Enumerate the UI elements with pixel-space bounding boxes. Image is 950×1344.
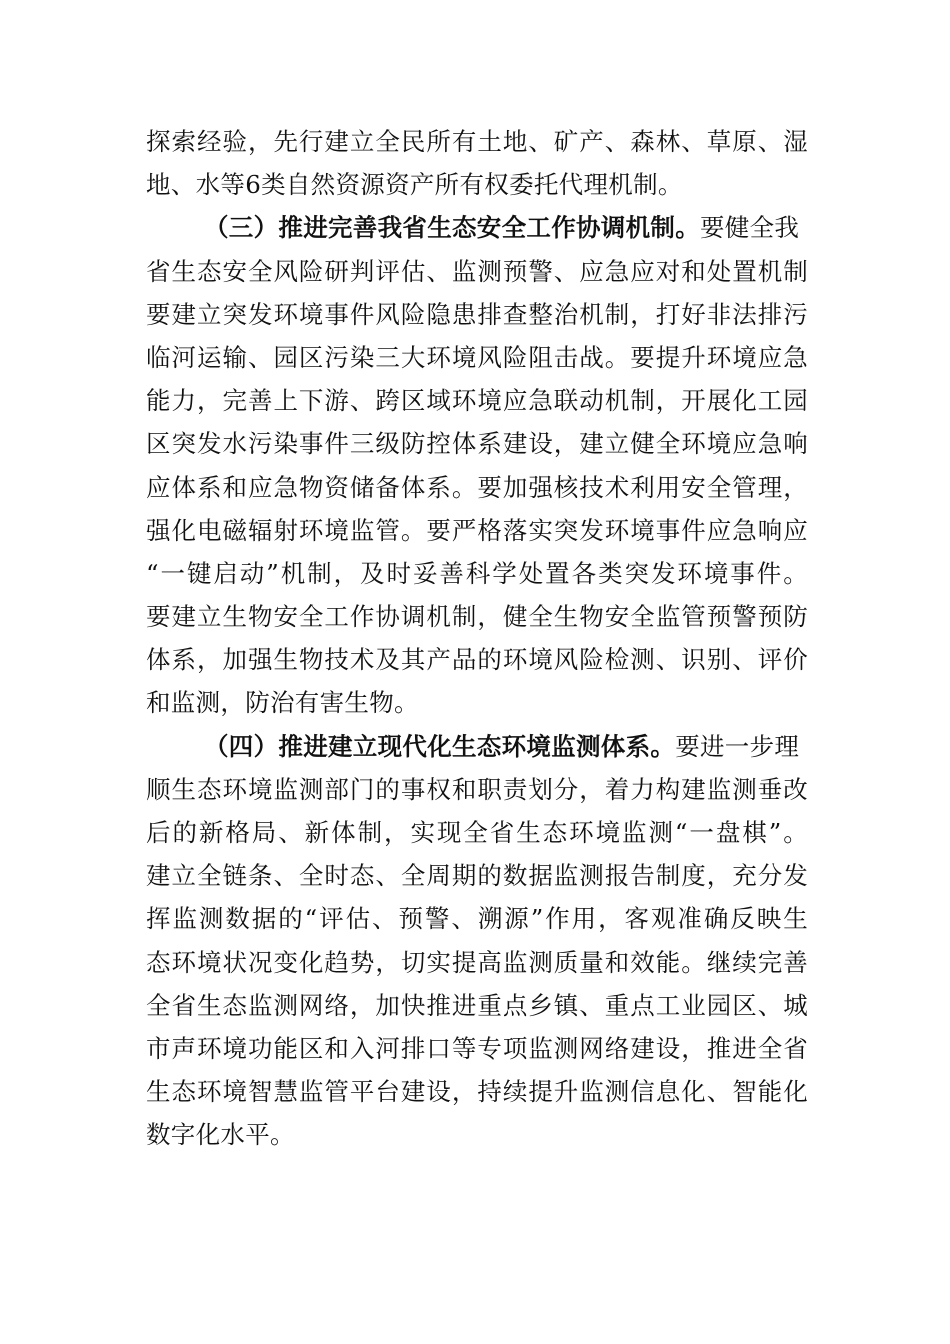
section-heading-4: （四）推进建立现代化生态环境监测体系。 <box>204 731 676 761</box>
text-line: 要建立生物安全工作协调机制，健全生物安全监管预警预防 <box>146 602 808 632</box>
text-line: 省生态安全风险研判评估、监测预警、应急应对和处置机制 <box>146 256 808 286</box>
text-line: 体系，加强生物技术及其产品的环境风险检测、识别、评价 <box>146 645 808 675</box>
text-line: 探索经验，先行建立全民所有土地、矿产、森林、草原、湿 <box>146 127 808 156</box>
text-line: 后的新格局、新体制，实现全省生态环境监测“一盘棋”。 <box>146 818 808 847</box>
text-line: 地、水等6类自然资源资产所有权委托代理机制。 <box>146 170 683 200</box>
text-line: 数字化水平。 <box>146 1120 295 1150</box>
text-line: 市声环境功能区和入河排口等专项监测网络建设，推进全省 <box>146 1033 808 1063</box>
paragraph-heading-line <box>146 725 808 768</box>
text-line: 建立全链条、全时态、全周期的数据监测报告制度，充分发 <box>146 861 808 891</box>
text-line: 强化电磁辐射环境监管。要严格落实突发环境事件应急响应 <box>146 515 808 545</box>
text-line: 挥监测数据的“评估、预警、溯源”作用，客观准确反映生 <box>146 904 808 934</box>
text-line: 全省生态监测网络，加快推进重点乡镇、重点工业园区、城 <box>146 990 808 1020</box>
text-line: 能力，完善上下游、跨区域环境应急联动机制，开展化工园 <box>146 386 808 416</box>
text-span: 要健全我 <box>700 213 800 243</box>
text-line: 和监测，防治有害生物。 <box>146 688 419 718</box>
text-line: 生态环境智慧监管平台建设，持续提升监测信息化、智能化 <box>146 1077 808 1107</box>
text-span: 要进一步理 <box>675 731 800 761</box>
section-heading-3: （三）推进完善我省生态安全工作协调机制。 <box>204 213 700 243</box>
text-line: “一键启动”机制，及时妥善科学处置各类突发环境事件。 <box>146 558 808 588</box>
text-line: 要建立突发环境事件风险隐患排查整治机制，打好非法排污 <box>146 299 808 329</box>
text-line: 应体系和应急物资储备体系。要加强核技术利用安全管理， <box>146 472 808 502</box>
text-line: 临河运输、园区污染三大环境风险阻击战。要提升环境应急 <box>146 342 808 372</box>
document-body <box>146 120 808 1157</box>
text-line: 顺生态环境监测部门的事权和职责划分，着力构建监测垂改 <box>146 774 808 804</box>
paragraph-heading-line <box>146 206 808 249</box>
text-line: 态环境状况变化趋势，切实提高监测质量和效能。继续完善 <box>146 947 808 977</box>
text-line: 区突发水污染事件三级防控体系建设，建立健全环境应急响 <box>146 429 808 459</box>
